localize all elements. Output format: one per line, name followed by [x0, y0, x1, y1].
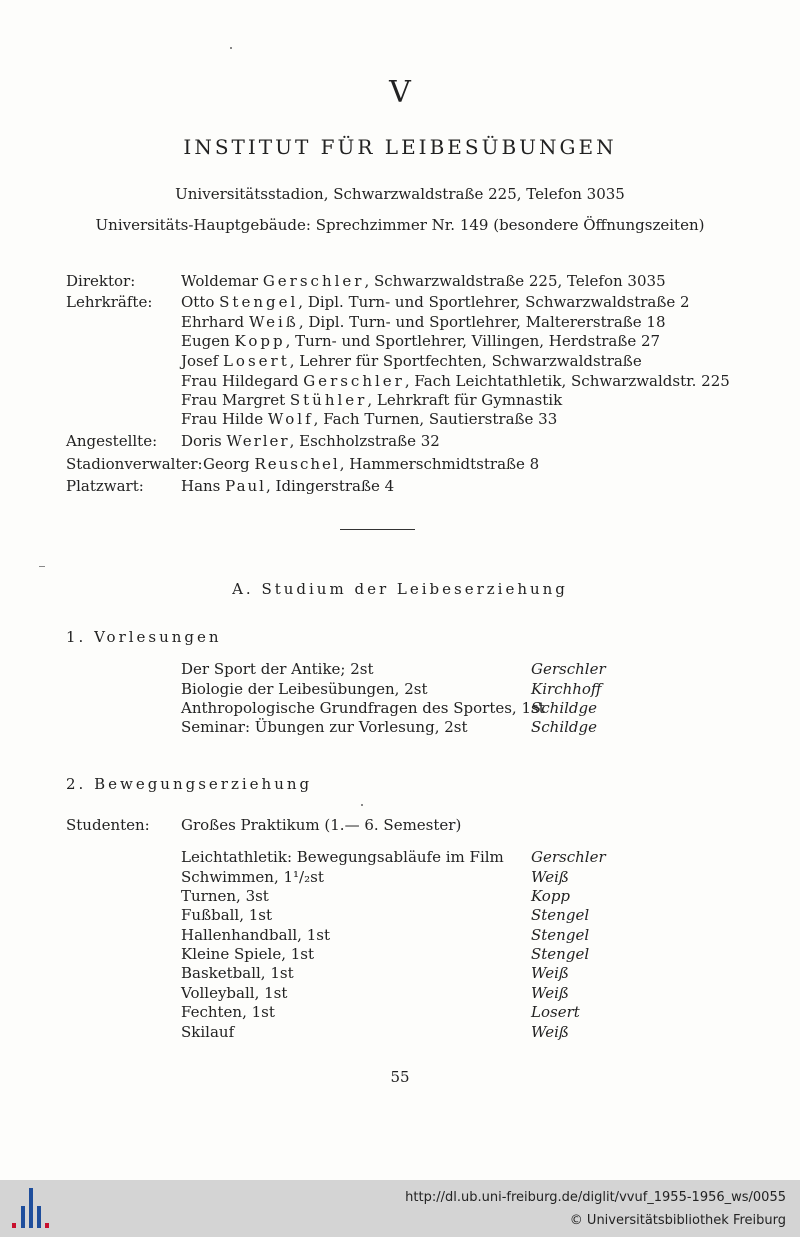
director-label: Direktor: — [66, 272, 136, 290]
course-name: Schwimmen, 1¹/₂st — [181, 868, 324, 886]
lecture-lecturer: Kirchhoff — [531, 680, 602, 698]
lecture-lecturer: Gerschler — [531, 660, 606, 678]
lecture-course: Biologie der Leibesübungen, 2st — [181, 680, 428, 698]
employee-entry: Doris Werler, Eschholzstraße 32 — [181, 432, 440, 450]
lecture-course: Seminar: Übungen zur Vorlesung, 2st — [181, 718, 468, 736]
chapter-numeral: V — [389, 75, 411, 110]
course-lecturer: Weiß — [531, 964, 569, 982]
viewer-footer-bar — [0, 1180, 800, 1237]
course-name: Basketball, 1st — [181, 964, 294, 982]
employees-label: Angestellte: — [66, 432, 158, 450]
scan-speck — [361, 804, 363, 806]
teachers-label: Lehrkräfte: — [66, 293, 153, 311]
course-name: Kleine Spiele, 1st — [181, 945, 315, 963]
director-entry: Woldemar Gerschler, Schwarzwaldstraße 225, Telefon 3035 — [181, 272, 666, 290]
course-lecturer: Stengel — [531, 926, 590, 944]
course-lecturer: Weiß — [531, 984, 569, 1002]
page-title: INSTITUT FÜR LEIBESÜBUNGEN — [183, 135, 617, 159]
course-name: Turnen, 3st — [181, 887, 269, 905]
teacher-entry: Ehrhard Weiß, Dipl. Turn- und Sportlehrer, Maltererstraße 18 — [181, 313, 666, 331]
course-lecturer: Gerschler — [531, 848, 606, 866]
teacher-entry: Frau Hilde Wolf, Fach Turnen, Sautierstraße 33 — [181, 410, 558, 428]
students-label: Studenten: — [66, 816, 150, 834]
teacher-entry: Otto Stengel, Dipl. Turn- und Sportlehrer, Schwarzwaldstraße 2 — [181, 293, 690, 311]
course-lecturer: Stengel — [531, 906, 590, 924]
lecture-course: Anthropologische Grundfragen des Sportes, 1st — [181, 699, 545, 717]
course-name: Fechten, 1st — [181, 1003, 275, 1021]
course-name: Skilauf — [181, 1023, 235, 1041]
course-lecturer: Kopp — [531, 887, 571, 905]
groundskeeper-entry: Hans Paul, Idingerstraße 4 — [181, 477, 395, 495]
course-lecturer: Losert — [531, 1003, 580, 1021]
teacher-entry: Frau Margret Stühler, Lehrkraft für Gymnastik — [181, 391, 563, 409]
library-logo-icon[interactable] — [12, 1188, 50, 1228]
lecture-course: Der Sport der Antike; 2st — [181, 660, 374, 678]
course-lecturer: Weiß — [531, 1023, 569, 1041]
address-line-stadium: Universitätsstadion, Schwarzwaldstraße 225, Telefon 3035 — [175, 185, 625, 203]
movement-heading: 2. Bewegungserziehung — [66, 775, 313, 793]
copyright-notice: © Universitätsbibliothek Freiburg — [569, 1213, 786, 1228]
stadium-manager-entry: Georg Reuschel, Hammerschmidtstraße 8 — [203, 455, 540, 473]
section-a-heading: A. Studium der Leibeserziehung — [232, 580, 568, 598]
lectures-heading: 1. Vorlesungen — [66, 628, 222, 646]
teacher-entry: Josef Losert, Lehrer für Sportfechten, Schwarzwaldstraße — [181, 352, 642, 370]
teacher-entry: Frau Hildegard Gerschler, Fach Leichtathletik, Schwarzwaldstr. 225 — [181, 372, 730, 390]
course-name: Leichtathletik: Bewegungsabläufe im Film — [181, 848, 504, 866]
scan-speck — [39, 566, 45, 567]
practicum-title: Großes Praktikum (1.— 6. Semester) — [181, 816, 462, 834]
page-number: 55 — [390, 1068, 410, 1086]
course-lecturer: Weiß — [531, 868, 569, 886]
groundskeeper-label: Platzwart: — [66, 477, 144, 495]
lecture-lecturer: Schildge — [531, 718, 598, 736]
course-name: Fußball, 1st — [181, 906, 273, 924]
teacher-entry: Eugen Kopp, Turn- und Sportlehrer, Villingen, Herdstraße 27 — [181, 332, 661, 350]
scan-speck — [230, 47, 232, 49]
permalink-url[interactable]: http://dl.ub.uni-freiburg.de/diglit/vvuf_1955-1956_ws/0055 — [405, 1190, 786, 1205]
address-line-main-building: Universitäts-Hauptgebäude: Sprechzimmer Nr. 149 (besondere Öffnungszeiten) — [95, 216, 705, 234]
course-name: Volleyball, 1st — [181, 984, 288, 1002]
lecture-lecturer: Schildge — [531, 699, 598, 717]
course-name: Hallenhandball, 1st — [181, 926, 330, 944]
course-lecturer: Stengel — [531, 945, 590, 963]
stadium-manager-label: Stadionverwalter: — [66, 455, 203, 473]
section-divider — [340, 529, 415, 530]
